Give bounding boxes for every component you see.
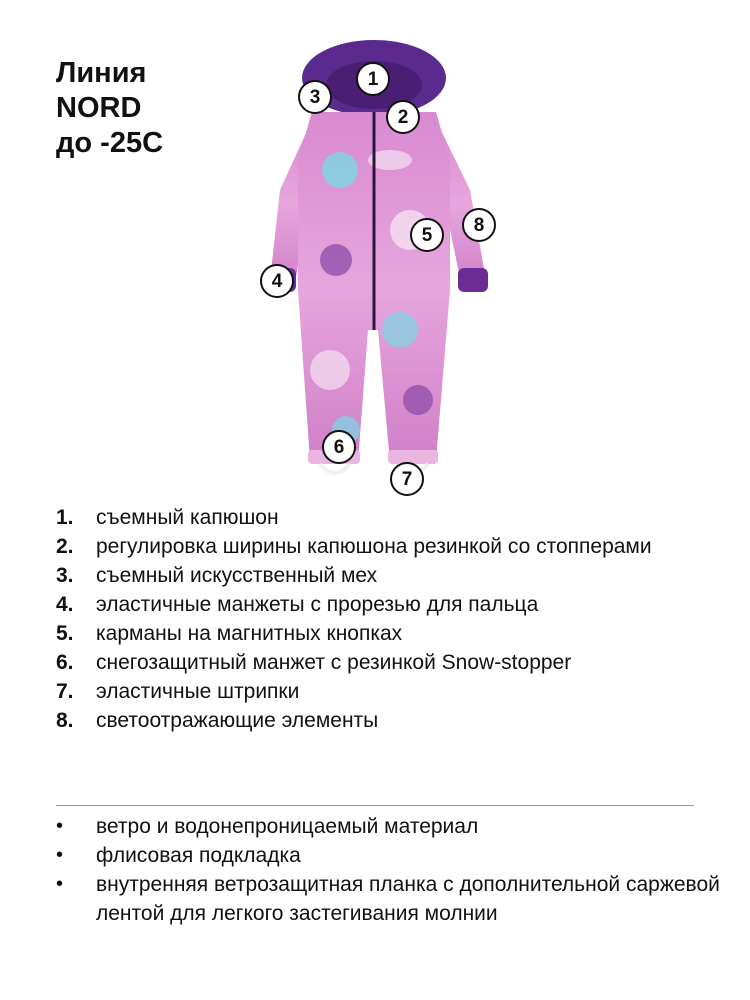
marker-5: 5 <box>410 218 444 252</box>
bullet-icon: • <box>56 815 64 837</box>
feature-item: 4. эластичные манжеты с прорезью для пальца <box>56 593 539 616</box>
title-line-3: до -25С <box>56 127 164 159</box>
jumpsuit-image <box>250 30 510 510</box>
feature-list <box>56 503 716 735</box>
feature-item: 3. съемный искусственный мех <box>56 564 378 587</box>
marker-2: 2 <box>386 100 420 134</box>
marker-8: 8 <box>462 208 496 242</box>
bullet-icon: • <box>56 844 64 866</box>
property-item: • внутренняя ветрозащитная планка с дополнительной саржевой лентой для легкого застегивания молнии <box>56 870 726 928</box>
property-item: • ветро и водонепроницаемый материал <box>56 812 726 841</box>
product-line-title <box>56 56 163 161</box>
marker-1: 1 <box>356 62 390 96</box>
property-item: • флисовая подкладка <box>56 841 726 870</box>
left-stirrup <box>320 464 350 473</box>
section-divider <box>56 805 694 806</box>
marker-4: 4 <box>260 264 294 298</box>
title-line-2: NORD <box>56 92 142 124</box>
feature-item: 6. снегозащитный манжет с резинкой Snow-stopper <box>56 651 572 674</box>
feature-item: 7. эластичные штрипки <box>56 680 300 703</box>
feature-item: 5. карманы на магнитных кнопках <box>56 622 403 645</box>
marker-3: 3 <box>298 80 332 114</box>
marker-7: 7 <box>390 462 424 496</box>
property-list <box>56 812 726 928</box>
feature-item: 1. съемный капюшон <box>56 506 279 529</box>
right-cuff <box>458 268 488 292</box>
marker-6: 6 <box>322 430 356 464</box>
feature-item: 8. светоотражающие элементы <box>56 709 379 732</box>
bullet-icon: • <box>56 873 64 895</box>
right-leg-cuff <box>388 450 438 464</box>
title-line-1: Линия <box>56 57 147 89</box>
feature-item: 2. регулировка ширины капюшона резинкой со стопперами <box>56 535 652 558</box>
